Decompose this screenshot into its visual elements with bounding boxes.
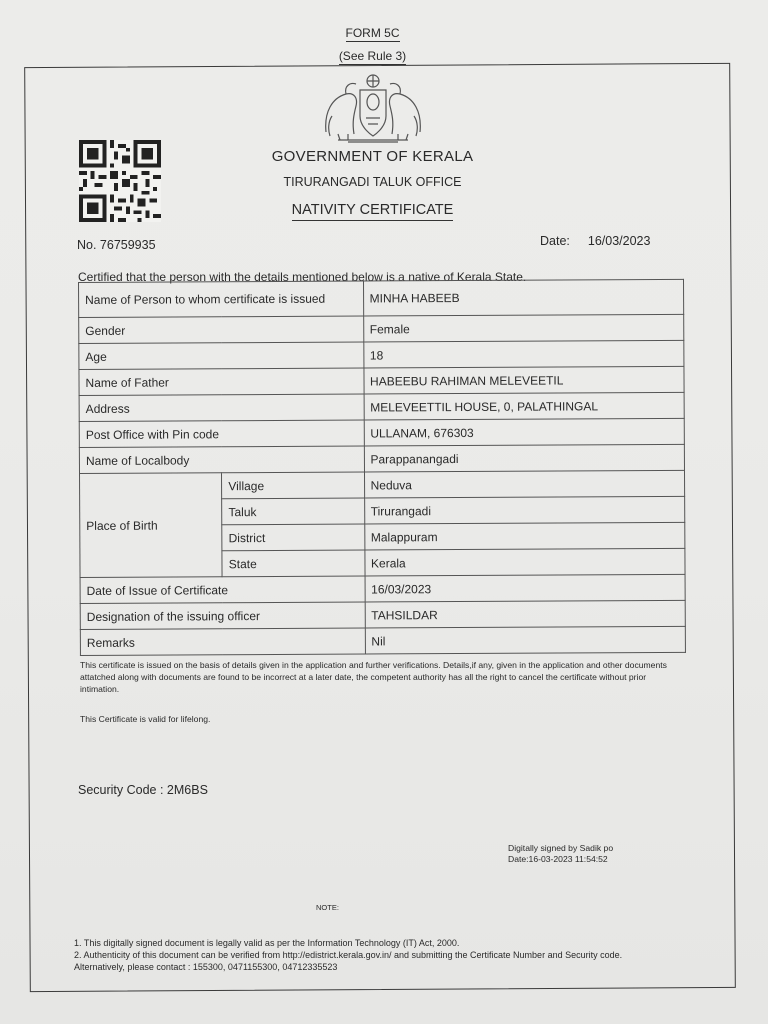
certificate-date xyxy=(540,234,650,248)
signature-line: Digitally signed by Sadik po xyxy=(508,843,614,853)
issue-date-label: Date of Issue of Certificate xyxy=(80,576,365,603)
name-label: Name of Person to whom certificate is issued xyxy=(79,281,364,317)
village-label: Village xyxy=(222,472,364,499)
government-heading: GOVERNMENT OF KERALA xyxy=(271,148,474,165)
father-value: HABEEBU RAHIMAN MELEVEETIL xyxy=(363,366,684,394)
localbody-value: Parappanangadi xyxy=(364,444,685,472)
note-item: 2. Authenticity of this document can be verified from http://edistrict.kerala.gov.in/ and submitting the Certificate Number and Security code. Alternatively, please contact : 155300, 0471155300, 04712335523 xyxy=(74,950,623,972)
form-number: FORM 5C xyxy=(345,26,400,40)
table-row xyxy=(79,340,684,369)
kerala-state-emblem-icon xyxy=(318,72,428,144)
address-label: Address xyxy=(79,394,364,421)
state-label: State xyxy=(222,550,364,577)
table-row xyxy=(80,626,685,655)
designation-value: TAHSILDAR xyxy=(365,600,686,628)
father-label: Name of Father xyxy=(79,368,364,395)
table-row xyxy=(80,470,685,499)
issue-date-value: 16/03/2023 xyxy=(365,574,686,602)
table-row xyxy=(79,314,684,343)
state-value: Kerala xyxy=(364,548,685,576)
table-row xyxy=(79,418,684,447)
table-row xyxy=(79,444,684,473)
certificate-title: NATIVITY CERTIFICATE xyxy=(0,202,745,218)
digital-signature xyxy=(508,843,613,865)
date-label: Date: xyxy=(540,234,570,248)
details-table xyxy=(78,279,686,656)
address-value: MELEVEETTIL HOUSE, 0, PALATHINGAL xyxy=(364,392,685,420)
post-office-label: Post Office with Pin code xyxy=(79,420,364,447)
validity-text: This Certificate is valid for lifelong. xyxy=(80,714,211,724)
age-label: Age xyxy=(79,342,364,369)
table-row xyxy=(80,574,685,603)
note-label: NOTE: xyxy=(316,903,339,912)
form-rule: (See Rule 3) xyxy=(338,49,407,63)
gender-label: Gender xyxy=(79,316,364,343)
name-value: MINHA HABEEB xyxy=(363,279,684,316)
table-row xyxy=(79,392,684,421)
table-row xyxy=(79,366,684,395)
localbody-label: Name of Localbody xyxy=(79,446,364,473)
age-value: 18 xyxy=(363,340,684,368)
place-of-birth-label: Place of Birth xyxy=(80,473,223,578)
remarks-value: Nil xyxy=(365,626,686,654)
gender-value: Female xyxy=(363,314,684,342)
taluk-value: Tirurangadi xyxy=(364,496,685,524)
note-item: 1. This digitally signed document is legally valid as per the Information Technology (IT) Act, 2000. xyxy=(74,938,460,948)
table-row xyxy=(79,279,684,317)
disclaimer-text: This certificate is issued on the basis of details given in the application and further verifications. Details,if any, given in the application and other documents attatched along with documents are found to be incorrect at a later date, the competent authority has all the right to cancel the certificate without prior intimation. xyxy=(80,660,667,694)
intro-text: Certified that the person with the details mentioned below is a native of Kerala State. xyxy=(78,270,527,284)
post-office-value: ULLANAM, 676303 xyxy=(364,418,685,446)
date-value: 16/03/2023 xyxy=(587,234,651,248)
district-label: District xyxy=(222,524,364,551)
village-value: Neduva xyxy=(364,470,685,498)
office-heading: TIRURANGADI TALUK OFFICE xyxy=(283,175,462,189)
designation-label: Designation of the issuing officer xyxy=(80,602,365,629)
notes-list xyxy=(74,937,674,973)
district-value: Malappuram xyxy=(364,522,685,550)
certificate-number: No. 76759935 xyxy=(77,238,156,252)
security-code: Security Code : 2M6BS xyxy=(78,783,208,797)
signature-date: Date:16-03-2023 11:54:52 xyxy=(508,854,608,864)
remarks-label: Remarks xyxy=(80,628,365,655)
taluk-label: Taluk xyxy=(222,498,364,525)
table-row xyxy=(80,600,685,629)
